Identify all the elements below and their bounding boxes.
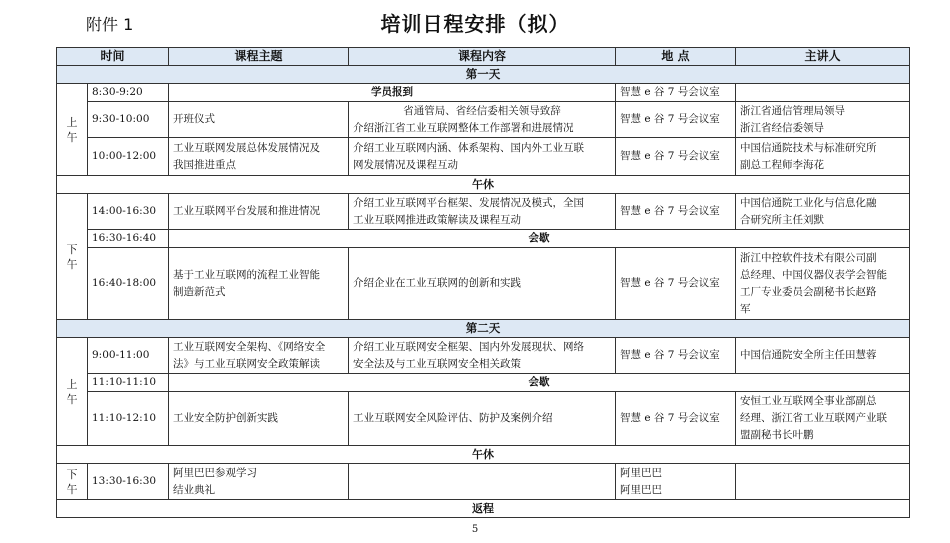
content-cell: 介绍工业互联网内涵、体系架构、国内外工业互联 网发展情况及课程互动 [349, 138, 616, 176]
time-cell: 16:40-18:00 [88, 248, 169, 320]
topic-cell: 工业互联网发展总体发展情况及 我国推进重点 [169, 138, 349, 176]
speaker-cell: 安恒工业互联网全事业部副总 经理、浙江省工业互联网产业联 盟副秘书长叶鹏 [736, 392, 910, 446]
content-cell: 介绍企业在工业互联网的创新和实践 [349, 248, 616, 320]
speaker-cell [736, 84, 910, 102]
return-row [57, 500, 910, 518]
location-cell: 智慧 e 谷 7 号会议室 [616, 102, 736, 138]
time-cell: 8:30-9:20 [88, 84, 169, 102]
time-cell: 9:30-10:00 [88, 102, 169, 138]
table-row [57, 102, 910, 138]
table-row [57, 194, 910, 230]
header-topic: 课程主题 [169, 48, 349, 66]
header-content: 课程内容 [349, 48, 616, 66]
time-cell: 16:30-16:40 [88, 230, 169, 248]
location-cell: 智慧 e 谷 7 号会议室 [616, 338, 736, 374]
speaker-cell: 中国信通院技术与标准研究所 副总工程师李海花 [736, 138, 910, 176]
speaker-cell: 中国信通院安全所主任田慧蓉 [736, 338, 910, 374]
day-row [57, 320, 910, 338]
speaker-cell: 浙江中控软件技术有限公司副 总经理、中国仪器仪表学会智能 工厂专业委员会副秘书长赵路 军 [736, 248, 910, 320]
lunch-label: 午休 [57, 176, 910, 194]
topic-cell: 工业互联网平台发展和推进情况 [169, 194, 349, 230]
topic-cell: 基于工业互联网的流程工业智能 制造新范式 [169, 248, 349, 320]
location-cell: 智慧 e 谷 7 号会议室 [616, 248, 736, 320]
content-cell: 介绍工业互联网安全框架、国内外发展现状、网络 安全法及与工业互联网安全相关政策 [349, 338, 616, 374]
time-cell: 13:30-16:30 [88, 464, 169, 500]
period-label: 上 午 [57, 338, 88, 446]
page-number: 5 [471, 524, 479, 535]
location-cell: 智慧 e 谷 7 号会议室 [616, 392, 736, 446]
content-cell: 工业互联网安全风险评估、防护及案例介绍 [349, 392, 616, 446]
table-row [57, 230, 910, 248]
speaker-cell: 浙江省通信管理局领导 浙江省经信委领导 [736, 102, 910, 138]
day-row [57, 66, 910, 84]
schedule-table [56, 47, 910, 518]
location-cell: 智慧 e 谷 7 号会议室 [616, 194, 736, 230]
content-cell [349, 464, 616, 500]
time-cell: 14:00-16:30 [88, 194, 169, 230]
period-label: 上 午 [57, 84, 88, 176]
page-title: 培训日程安排（拟） [380, 12, 570, 36]
table-row [57, 248, 910, 320]
location-cell: 智慧 e 谷 7 号会议室 [616, 138, 736, 176]
table-row [57, 338, 910, 374]
topic-cell: 工业互联网安全架构、《网络安全 法》与工业互联网安全政策解读 [169, 338, 349, 374]
table-row [57, 138, 910, 176]
time-cell: 11:10-12:10 [88, 392, 169, 446]
period-label: 下 午 [57, 194, 88, 320]
table-row [57, 392, 910, 446]
topic-cell: 阿里巴巴参观学习 结业典礼 [169, 464, 349, 500]
day-label: 第一天 [57, 66, 910, 84]
content-cell: 学员报到 [169, 84, 616, 102]
header-speaker: 主讲人 [736, 48, 910, 66]
time-cell: 11:10-11:10 [88, 374, 169, 392]
content-cell: 介绍工业互联网平台框架、发展情况及模式，全国 工业互联网推进政策解读及课程互动 [349, 194, 616, 230]
topic-cell: 开班仪式 [169, 102, 349, 138]
time-cell: 9:00-11:00 [88, 338, 169, 374]
content-cell: 省通管局、省经信委相关领导致辞 介绍浙江省工业互联网整体工作部署和进展情况 [349, 102, 616, 138]
time-cell: 10:00-12:00 [88, 138, 169, 176]
break-label: 会歇 [169, 230, 910, 248]
lunch-row [57, 446, 910, 464]
header-location: 地 点 [616, 48, 736, 66]
table-row [57, 464, 910, 500]
lunch-row [57, 176, 910, 194]
break-label: 会歇 [169, 374, 910, 392]
return-label: 返程 [57, 500, 910, 518]
speaker-cell: 中国信通院工业化与信息化融 合研究所主任刘默 [736, 194, 910, 230]
lunch-label: 午休 [57, 446, 910, 464]
day-label: 第二天 [57, 320, 910, 338]
table-header-row [57, 48, 910, 66]
table-row [57, 374, 910, 392]
location-cell: 阿里巴巴 阿里巴巴 [616, 464, 736, 500]
location-cell: 智慧 e 谷 7 号会议室 [616, 84, 736, 102]
period-label: 下 午 [57, 464, 88, 500]
topic-cell: 工业安全防护创新实践 [169, 392, 349, 446]
header-time: 时间 [57, 48, 169, 66]
table-row [57, 84, 910, 102]
speaker-cell [736, 464, 910, 500]
attachment-label: 附件 1 [86, 15, 134, 34]
